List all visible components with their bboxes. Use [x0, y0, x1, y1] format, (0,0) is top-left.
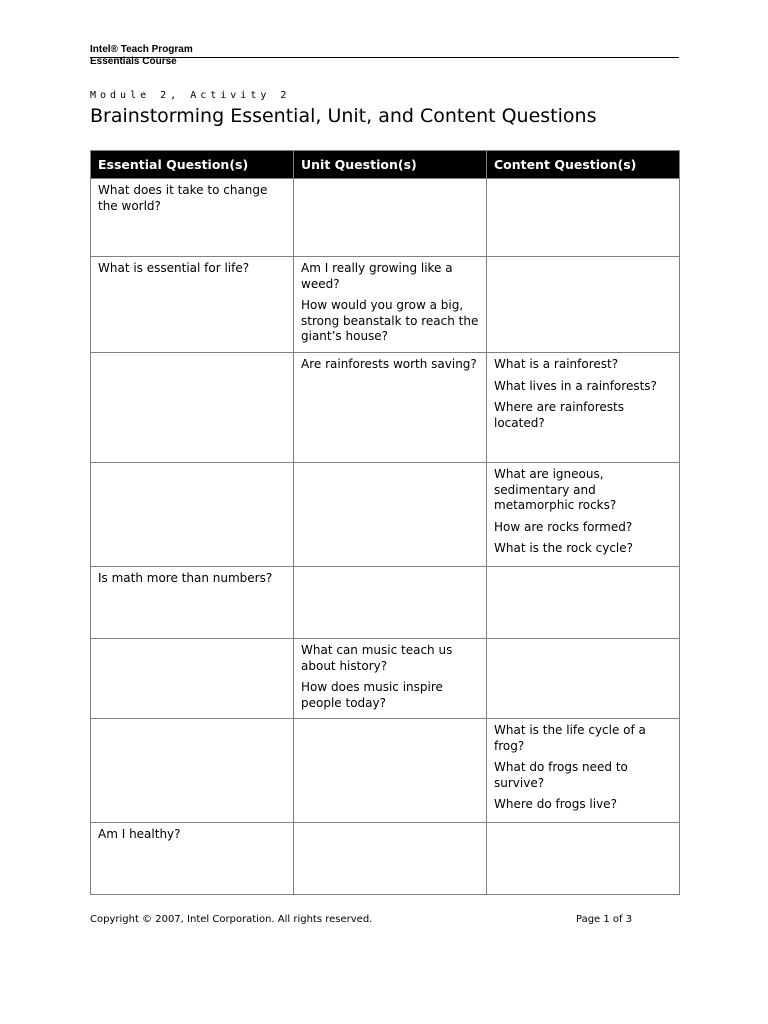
- module-label: Module 2, Activity 2: [90, 90, 291, 101]
- program-name: Intel® Teach Program: [90, 44, 193, 55]
- question-text: Am I healthy?: [98, 827, 181, 841]
- question-text: Am I really growing like a weed?: [301, 261, 453, 291]
- question-text: What can music teach us about history?: [301, 643, 453, 673]
- unit-cell: [294, 463, 487, 567]
- question-text: What do frogs need to survive?: [494, 760, 628, 790]
- essential-cell: [91, 353, 294, 463]
- question-text: Is math more than numbers?: [98, 571, 273, 585]
- content-cell: [487, 719, 680, 823]
- table-row: [91, 719, 680, 823]
- question-text: How does music inspire people today?: [301, 680, 443, 710]
- content-cell: [487, 463, 680, 567]
- page-title: Brainstorming Essential, Unit, and Content Questions: [90, 105, 597, 127]
- unit-cell: [294, 823, 487, 895]
- question-text: What is a rainforest?: [494, 357, 619, 371]
- content-questions-header: Content Question(s): [487, 151, 680, 179]
- content-cell: [487, 567, 680, 639]
- essential-cell: [91, 179, 294, 257]
- content-cell: [487, 353, 680, 463]
- question-text: What does it take to change the world?: [98, 183, 268, 213]
- header-divider: [90, 57, 679, 58]
- question-text: What is the rock cycle?: [494, 541, 634, 555]
- question-text: Are rainforests worth saving?: [301, 357, 477, 371]
- unit-cell: [294, 257, 487, 353]
- content-cell: [487, 257, 680, 353]
- question-text: How would you grow a big, strong beanstalk to reach the giant’s house?: [301, 298, 479, 343]
- essential-cell: [91, 567, 294, 639]
- question-text: What are igneous, sedimentary and metamorphic rocks?: [494, 467, 617, 512]
- question-text: What lives in a rainforests?: [494, 378, 657, 393]
- question-text: Where are rainforests located?: [494, 400, 624, 430]
- table-header-row: [91, 151, 680, 179]
- essential-cell: [91, 639, 294, 719]
- table-row: [91, 179, 680, 257]
- page-number: Page 1 of 3: [576, 914, 633, 925]
- table-row: [91, 567, 680, 639]
- unit-cell: [294, 719, 487, 823]
- page-header: [90, 44, 679, 68]
- question-text: What is essential for life?: [98, 261, 250, 275]
- content-cell: [487, 639, 680, 719]
- essential-cell: [91, 257, 294, 353]
- question-text: How are rocks formed?: [494, 519, 633, 534]
- content-cell: [487, 823, 680, 895]
- table-row: [91, 257, 680, 353]
- content-cell: [487, 179, 680, 257]
- question-text: Where do frogs live?: [494, 797, 617, 811]
- table-row: [91, 463, 680, 567]
- table-row: [91, 823, 680, 895]
- essential-cell: [91, 719, 294, 823]
- essential-questions-header: Essential Question(s): [91, 151, 294, 179]
- unit-cell: [294, 353, 487, 463]
- unit-cell: [294, 639, 487, 719]
- unit-questions-header: Unit Question(s): [294, 151, 487, 179]
- unit-cell: [294, 567, 487, 639]
- copyright-notice: Copyright © 2007, Intel Corporation. All rights reserved.: [90, 914, 373, 925]
- table-row: [91, 639, 680, 719]
- course-name: Essentials Course: [90, 56, 177, 67]
- essential-cell: [91, 823, 294, 895]
- unit-cell: [294, 179, 487, 257]
- table-row: [91, 353, 680, 463]
- essential-cell: [91, 463, 294, 567]
- question-text: What is the life cycle of a frog?: [494, 723, 646, 753]
- questions-table: [90, 150, 680, 895]
